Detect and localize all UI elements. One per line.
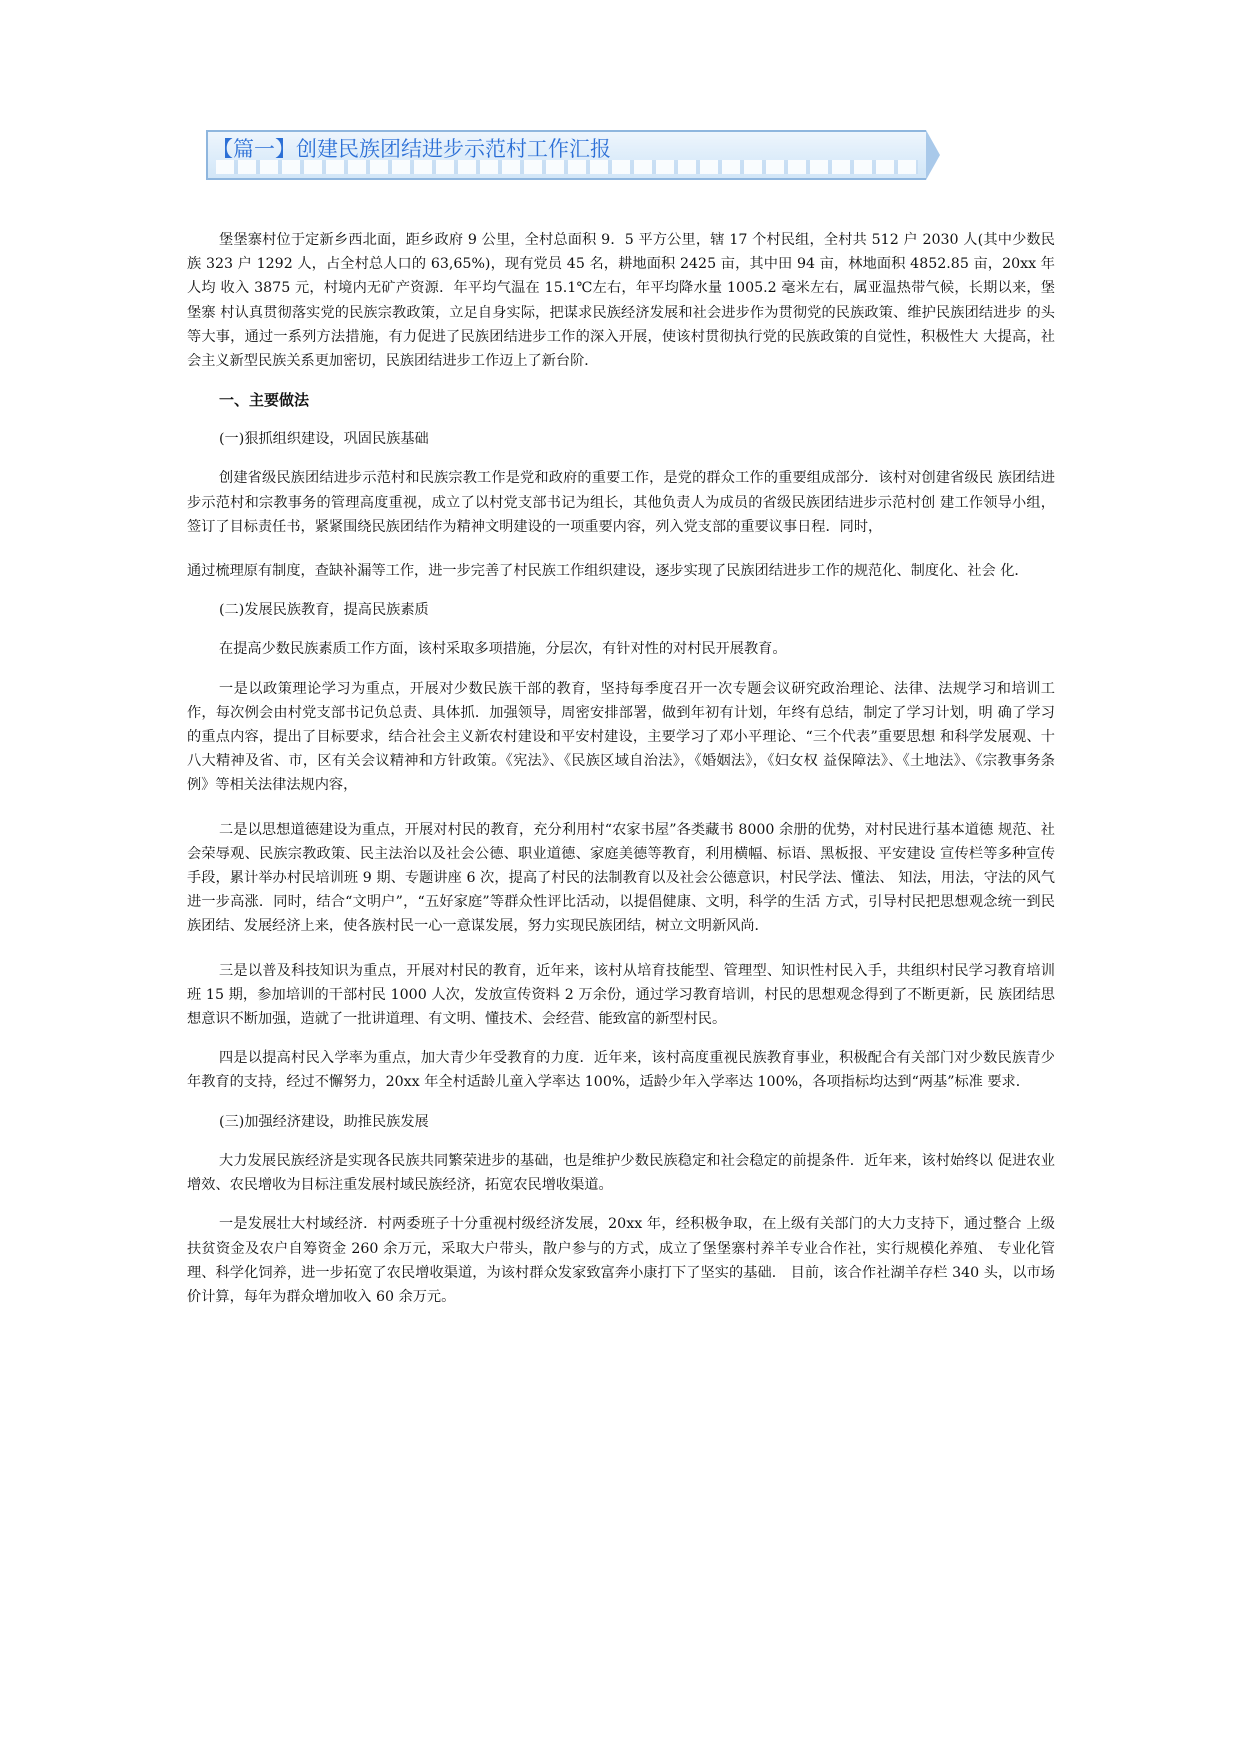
paragraph: 大力发展民族经济是实现各民族共同繁荣进步的基础，也是维护少数民族稳定和社会稳定的前提条件．近年来，该村始终以 促进农业增效、农民增收为目标注重发展村域民族经济，拓宽农民增收渠道。 bbox=[187, 1152, 1055, 1194]
paragraph: 三是以普及科技知识为重点，开展对村民的教育，近年来，该村从培育技能型、管理型、知识性村民入手，共组织村民学习教育培训班 15 期，参加培训的干部村民 1000 人次，发放宣传资料 2 万余份，通过学习教育培训，村民的思想观念得到了不断更新，民 族团结思想意识不断加强，造就了一批讲道理、有文明、懂技术、会经营、能致富的新型村民。 bbox=[187, 962, 1055, 1028]
document-title: 【篇一】创建民族团结进步示范村工作汇报 bbox=[212, 137, 611, 161]
section-heading: 一、主要做法 bbox=[219, 391, 310, 410]
paragraph: 在提高少数民族素质工作方面，该村采取多项措施，分层次，有针对性的对村民开展教育。 bbox=[219, 641, 787, 658]
paragraph: 二是以思想道德建设为重点，开展对村民的教育，充分利用村“农家书屋”各类藏书 8000 余册的优势，对村民进行基本道德 规范、社会荣辱观、民族宗教政策、民主法治以及社会公德、职业道德、家庭美德等教育，利用横幅、标语、黑板报、平安建设 宣传栏等多种宣传手段，累计举办村民培训班 9 期、专题讲座 6 次，提高了村民的法制教育以及社会公德意识，村民学法、懂法、 知法，用法，守法的风气进一步高涨．同时，结合“文明户”，“五好家庭”等群众性评比活动，以提倡健康、文明，科学的生活 方式，引导村民把思想观念统一到民族团结、发展经济上来，使各族村民一心一意谋发展，努力实现民族团结，树立文明新风尚． bbox=[187, 821, 1055, 935]
subsection-heading-3: (三)加强经济建设，助推民族发展 bbox=[219, 1113, 429, 1130]
paragraph: 通过梳理原有制度，查缺补漏等工作，进一步完善了村民族工作组织建设，逐步实现了民族团结进步工作的规范化、制度化、社会 化． bbox=[187, 563, 1029, 580]
paragraph-intro: 堡堡寨村位于定新乡西北面，距乡政府 9 公里，全村总面积 9．5 平方公里，辖 17 个村民组，全村共 512 户 2030 人(其中少数民 族 323 户 1292 人，占全村总人口的 63,65%)，现有党员 45 名，耕地面积 2425 亩，其中田 94 亩，林地面积 4852.85 亩，20xx 年人均 收入 3875 元，村境内无矿产资源．年平均气温在 15.1℃左右，年平均降水量 1005.2 毫米左右，属亚温热带气候，长期以来，堡堡寨 村认真贯彻落实党的民族宗教政策，立足自身实际，把谋求民族经济发展和社会进步作为贯彻党的民族政策、维护民族团结进步 的头等大事，通过一系列方法措施，有力促进了民族团结进步工作的深入开展，使该村贯彻执行党的民族政策的自觉性，积极性大 大提高，社会主义新型民族关系更加密切，民族团结进步工作迈上了新台阶． bbox=[187, 232, 1055, 370]
document-body bbox=[187, 228, 1055, 1324]
subsection-heading-1: (一)狠抓组织建设，巩固民族基础 bbox=[219, 431, 429, 448]
paragraph: 一是发展壮大村域经济．村两委班子十分重视村级经济发展，20xx 年，经积极争取，在上级有关部门的大力支持下，通过整合 上级扶贫资金及农户自筹资金 260 余万元，采取大户带头，散户参与的方式，成立了堡堡寨村养羊专业合作社，实行规模化养殖、 专业化管理、科学化饲养，进一步拓宽了农民增收渠道，为该村群众发家致富奔小康打下了坚实的基础． 目前，该合作社湖羊存栏 340 头，以市场价计算，每年为群众增加收入 60 余万元。 bbox=[187, 1216, 1055, 1305]
paragraph: 一是以政策理论学习为重点，开展对少数民族干部的教育，坚持每季度召开一次专题会议研究政治理论、法律、法规学习和培训工作，每次例会由村党支部书记负总责、具体抓．加强领导，周密安排部署，做到年初有计划，年终有总结，制定了学习计划，明 确了学习的重点内容，提出了目标要求，结合社会主义新农村建设和平安村建设，主要学习了邓小平理论、“三个代表”重要思想 和科学发展观、十八大精神及省、市，区有关会议精神和方针政策。《宪法》、《民族区域自治法》，《婚姻法》，《妇女权 益保障法》、《土地法》、《宗教事务条例》等相关法律法规内容， bbox=[187, 680, 1055, 794]
paragraph: 四是以提高村民入学率为重点，加大青少年受教育的力度．近年来，该村高度重视民族教育事业，积极配合有关部门对少数民族青少年教育的支持，经过不懈努力，20xx 年全村适龄儿童入学率达 100%，适龄少年入学率达 100%，各项指标均达到“两基”标准 要求． bbox=[187, 1050, 1055, 1091]
paragraph: 创建省级民族团结进步示范村和民族宗教工作是党和政府的重要工作，是党的群众工作的重要组成部分．该村对创建省级民 族团结进步示范村和宗教事务的管理高度重视，成立了以村党支部书记为组长，其他负责人为成员的省级民族团结进步示范村创 建工作领导小组，签订了目标责任书，紧紧围绕民族团结作为精神文明建设的一项重要内容，列入党支部的重要议事日程．同时， bbox=[187, 470, 1055, 535]
title-banner bbox=[206, 130, 926, 180]
subsection-heading-2: (二)发展民族教育，提高民族素质 bbox=[219, 602, 429, 619]
